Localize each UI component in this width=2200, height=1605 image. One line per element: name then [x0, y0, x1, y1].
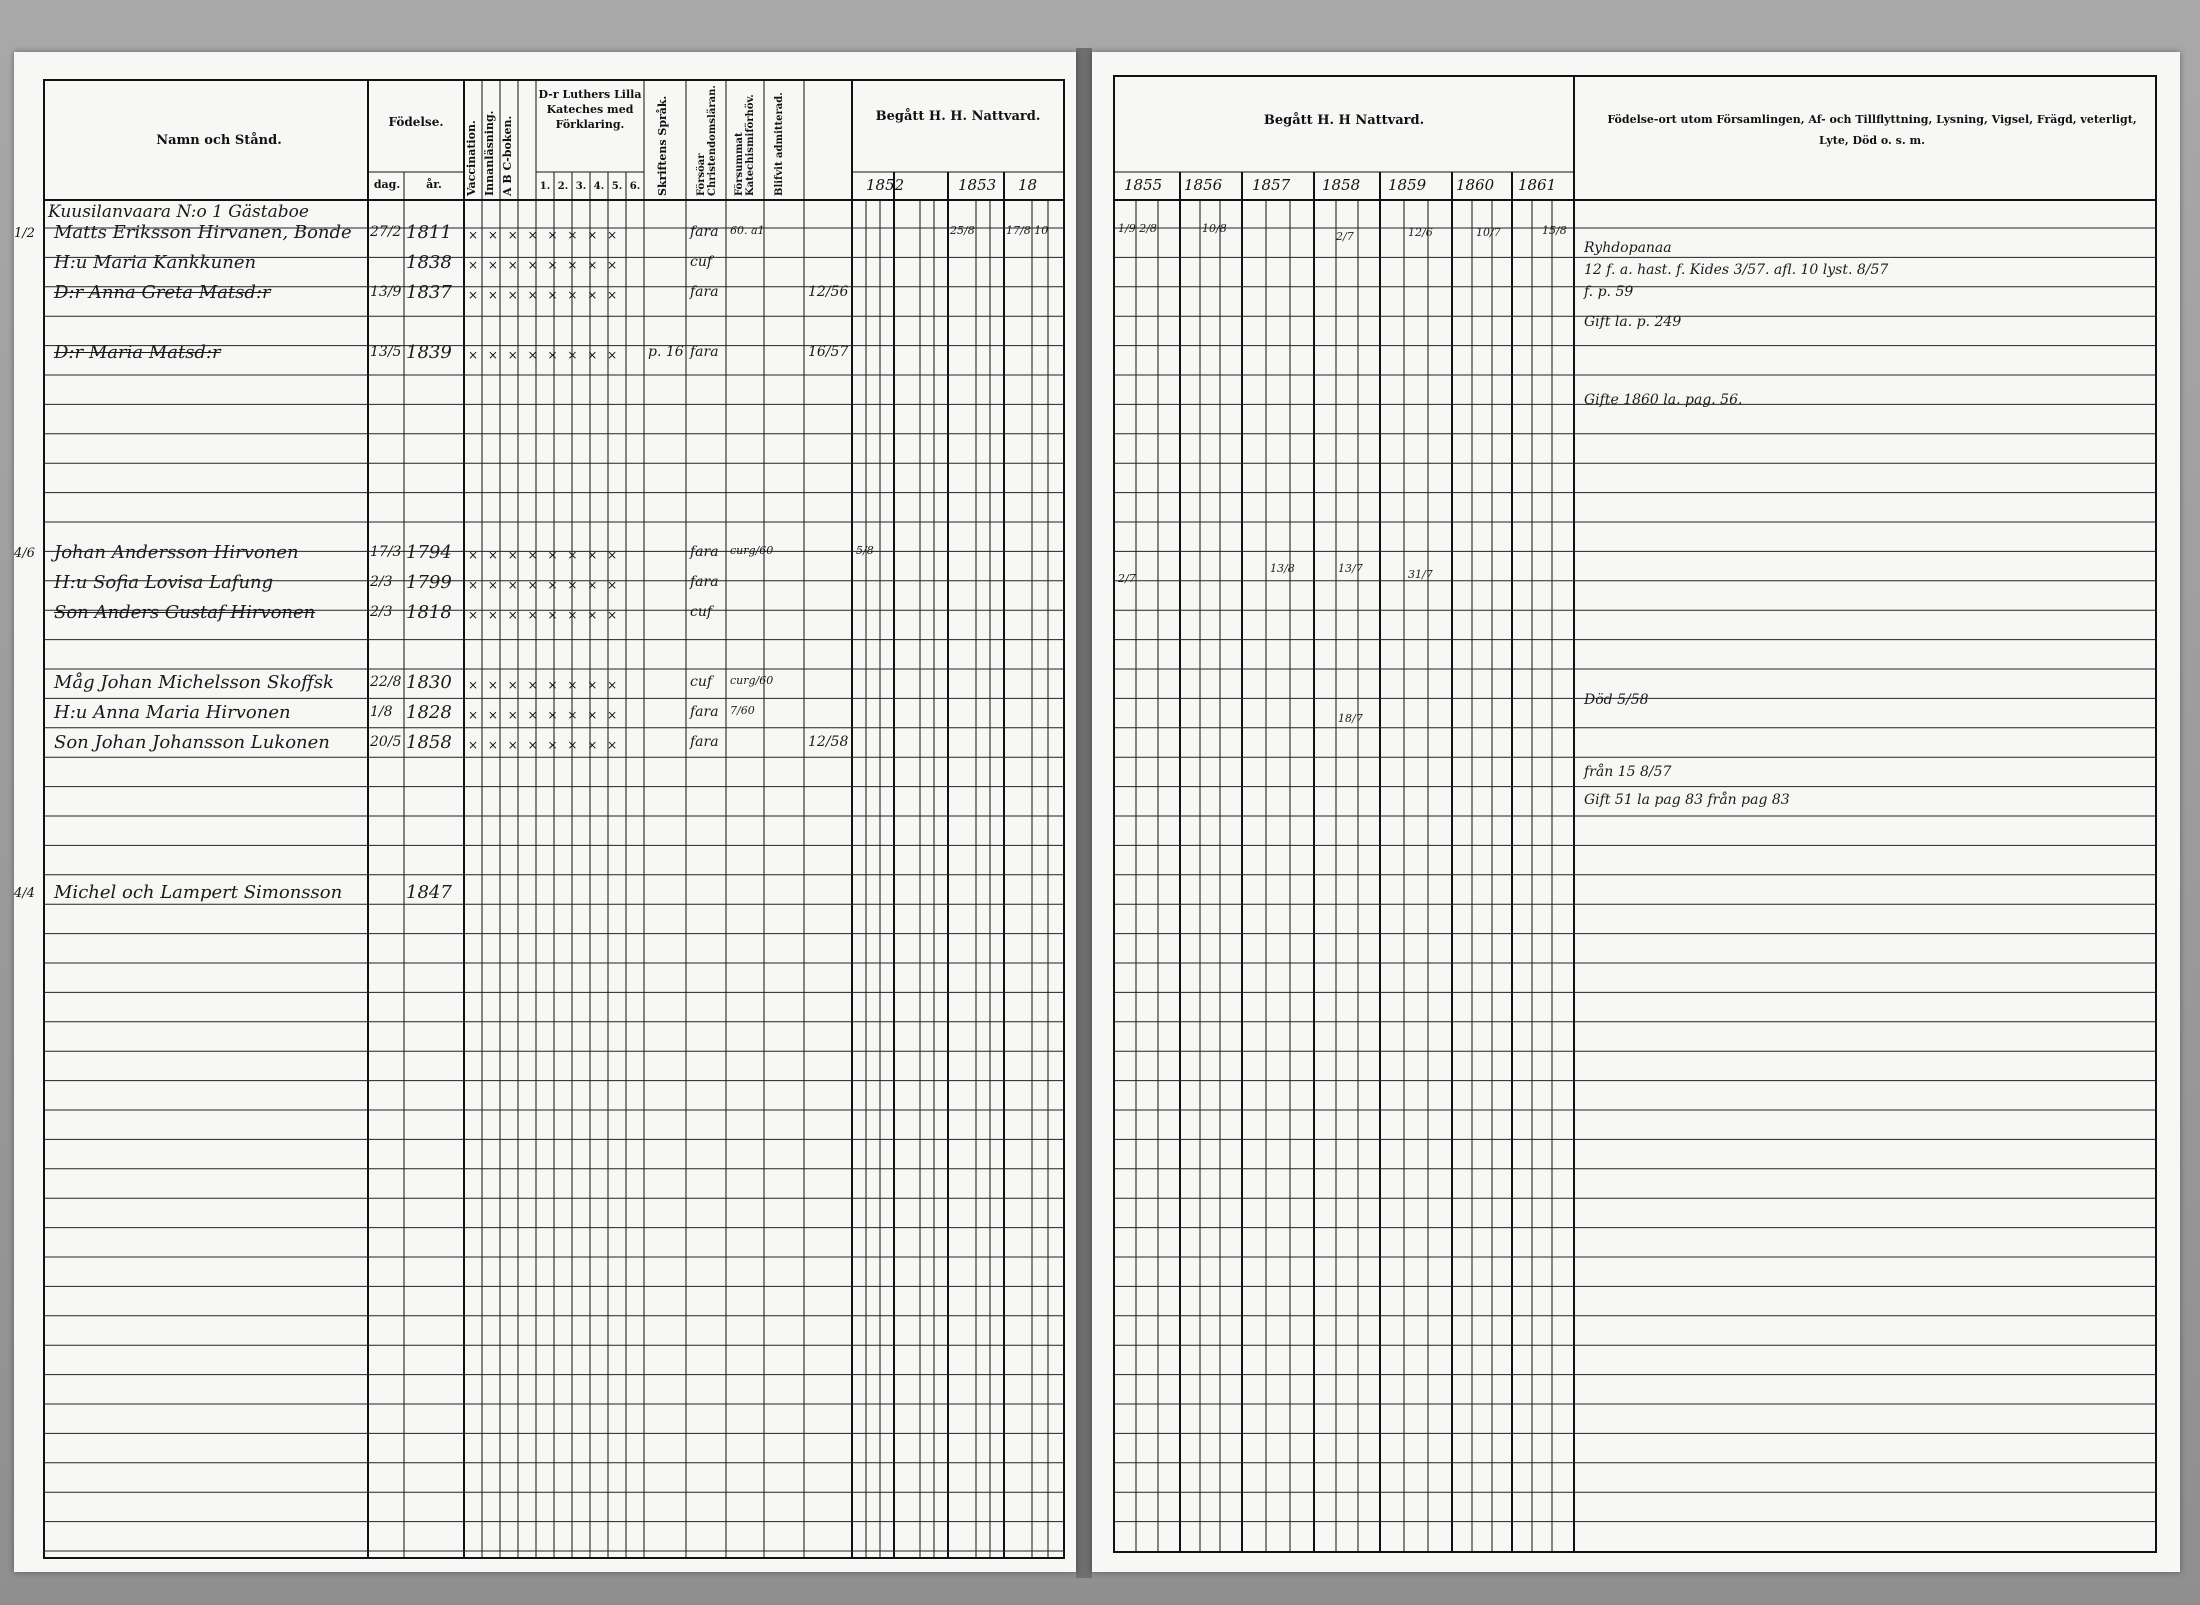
header-name-rank: Namn och Stånd.	[156, 133, 282, 148]
cat-col-6: 6.	[629, 181, 641, 192]
right-register-page	[1092, 52, 2180, 1572]
entry-catechism-marks: × × × × × × × ×	[468, 348, 621, 362]
entry-forsamnat: curg/60	[730, 544, 774, 557]
cat-col-3: 3.	[575, 181, 587, 192]
entry-name: Måg Johan Michelsson Skoffsk	[54, 672, 334, 693]
year-1856: 1856	[1184, 176, 1223, 194]
entry-birth-year: 1794	[406, 542, 452, 563]
entry-catechism-marks: × × × × × × × ×	[468, 578, 621, 592]
entry-birth-day: 13/9	[370, 284, 402, 300]
communion-date: 18/7	[1338, 712, 1363, 725]
entry-birth-day: 17/3	[370, 544, 402, 560]
communion-date: 15/8	[1542, 224, 1567, 237]
entry-name: D:r Maria Matsd:r	[54, 342, 221, 363]
entry-margin-mark: 4/6	[14, 546, 35, 561]
year-1855: 1855	[1124, 176, 1163, 194]
entry-forsta: fara	[690, 574, 719, 590]
entry-margin-mark: 1/2	[14, 226, 35, 241]
entry-birth-year: 1811	[406, 222, 452, 243]
note-entry: f. p. 59	[1584, 284, 1634, 300]
entry-forsta: fara	[690, 734, 719, 750]
entry-skriftens-sprak: p. 16	[648, 344, 684, 360]
entry-birth-year: 1838	[406, 252, 452, 273]
communion-date: 2/7	[1336, 230, 1354, 243]
entry-birth-day: 22/8	[370, 674, 402, 690]
entry-forsta: fara	[690, 344, 719, 360]
entry-forsamnat: 7/60	[730, 704, 755, 717]
header-vaccination: Vaccination.	[465, 120, 478, 196]
entry-forsamnat: curg/60	[730, 674, 774, 687]
entry-birth-day: 20/5	[370, 734, 402, 750]
header-catechism: D-r Luthers Lilla Kateches med Förklaring.	[538, 88, 642, 131]
year-1860: 1860	[1456, 176, 1495, 194]
entry-name: Johan Andersson Hirvonen	[54, 542, 299, 563]
book-spine	[1076, 48, 1092, 1578]
entry-margin-mark: 4/4	[14, 886, 35, 901]
right-ruling-grid	[1092, 52, 2180, 1572]
entry-name: H:u Sofia Lovisa Lafung	[54, 572, 274, 593]
communion-date: 13/8	[1270, 562, 1295, 575]
entry-forsta: cuf	[690, 254, 713, 270]
entry-catechism-marks: × × × × × × × ×	[468, 708, 621, 722]
entry-birth-day: 2/3	[370, 574, 393, 590]
note-entry: Död 5/58	[1584, 692, 1649, 708]
year-18: 18	[1018, 176, 1038, 194]
entry-catechism-marks: × × × × × × × ×	[468, 678, 621, 692]
cat-col-4: 4.	[593, 181, 605, 192]
header-notes: Födelse-ort utom Församlingen, Af- och Tillflyttning, Lysning, Vigsel, Frägd, veterligt, Lyte, Död o. s. m.	[1607, 113, 2137, 147]
year-1861: 1861	[1518, 176, 1557, 194]
header-day: dag.	[373, 178, 401, 191]
entry-forsta: fara	[690, 704, 719, 720]
header-innanlasning: Innanläsning.	[483, 110, 496, 196]
note-entry: Ryhdopanaa	[1584, 240, 1672, 256]
entry-forsamnat: 60. a1	[730, 224, 765, 237]
communion-date: 13/7	[1338, 562, 1363, 575]
note-entry: från 15 8/57	[1584, 764, 1672, 780]
year-1852: 1852	[866, 176, 905, 194]
entry-catechism-marks: × × × × × × × ×	[468, 228, 621, 242]
entry-forsta: fara	[690, 284, 719, 300]
entry-catechism-marks: × × × × × × × ×	[468, 548, 621, 562]
entry-catechism-marks: × × × × × × × ×	[468, 258, 621, 272]
cat-col-1: 1.	[539, 181, 551, 192]
header-abc: A B C-boken.	[501, 115, 514, 196]
note-entry: Gifte 1860 la. pag. 56.	[1584, 392, 1743, 408]
entry-forsta: fara	[690, 224, 719, 240]
entry-name: Michel och Lampert Simonsson	[54, 882, 343, 903]
entry-birth-year: 1830	[406, 672, 452, 693]
header-forsamnat: Försummat Katechismiförhöv.	[734, 94, 756, 196]
entry-name: Son Johan Johansson Lukonen	[54, 732, 330, 753]
communion-date: 10/7	[1476, 226, 1501, 239]
note-entry: 12 f. a. hast. f. Kides 3/57. afl. 10 lyst. 8/57	[1584, 262, 1889, 278]
left-ruling-grid	[14, 52, 1076, 1572]
entry-begatt-1852: 5/8	[856, 544, 874, 557]
entry-blifvit: 12/58	[808, 734, 849, 750]
year-1858: 1858	[1322, 176, 1361, 194]
entry-begatt-1853: 25/8	[950, 224, 975, 237]
entry-name: Son Anders Gustaf Hirvonen	[54, 602, 316, 623]
year-1857: 1857	[1252, 176, 1291, 194]
header-begatt-left: Begått H. H. Nattvard.	[875, 109, 1041, 124]
communion-date: 2/7	[1118, 572, 1136, 585]
cat-col-5: 5.	[611, 181, 623, 192]
entry-catechism-marks: × × × × × × × ×	[468, 288, 621, 302]
note-entry: Gift la. p. 249	[1584, 314, 1682, 330]
entry-forsta: cuf	[690, 604, 713, 620]
communion-date: 12/6	[1408, 226, 1433, 239]
communion-date: 1/9 2/8	[1118, 222, 1157, 235]
year-1853: 1853	[958, 176, 997, 194]
entry-blifvit: 16/57	[808, 344, 849, 360]
entry-birth-year: 1799	[406, 572, 452, 593]
entry-catechism-marks: × × × × × × × ×	[468, 738, 621, 752]
entry-forsta: cuf	[690, 674, 713, 690]
communion-date: 31/7	[1408, 568, 1433, 581]
header-forsta-christendom: Försöar Christendomsläran.	[696, 85, 718, 196]
entry-birth-year: 1847	[406, 882, 452, 903]
catechism-subcolumns	[536, 180, 644, 194]
communion-date: 10/8	[1202, 222, 1227, 235]
note-entry: Gift 51 la pag 83 från pag 83	[1584, 792, 1790, 808]
entry-begatt-18: 17/8 10	[1006, 224, 1049, 237]
entry-catechism-marks: × × × × × × × ×	[468, 608, 621, 622]
entry-birth-day: 2/3	[370, 604, 393, 620]
entry-birth-year: 1837	[406, 282, 452, 303]
header-skriftens-sprak: Skriftens Språk.	[656, 95, 669, 196]
entry-birth-year: 1828	[406, 702, 452, 723]
entry-blifvit: 12/56	[808, 284, 849, 300]
entry-birth-year: 1839	[406, 342, 452, 363]
header-birth: Födelse.	[388, 115, 444, 129]
entry-birth-day: 13/5	[370, 344, 402, 360]
section-title: Kuusilanvaara N:o 1 Gästaboe	[48, 202, 309, 222]
header-blifvit: Blifvit admitterad.	[774, 92, 785, 196]
entry-birth-year: 1818	[406, 602, 452, 623]
cat-col-2: 2.	[557, 181, 569, 192]
left-register-page	[14, 52, 1076, 1572]
header-begatt-right: Begått H. H Nattvard.	[1263, 113, 1425, 128]
header-year: år.	[426, 178, 442, 191]
year-1859: 1859	[1388, 176, 1427, 194]
entry-birth-day: 1/8	[370, 704, 393, 720]
entry-birth-year: 1858	[406, 732, 452, 753]
entry-name: Matts Eriksson Hirvanen, Bonde	[54, 222, 352, 243]
entry-birth-day: 27/2	[370, 224, 402, 240]
entry-name: D:r Anna Greta Matsd:r	[54, 282, 271, 303]
entry-name: H:u Anna Maria Hirvonen	[54, 702, 291, 723]
entry-name: H:u Maria Kankkunen	[54, 252, 257, 273]
entry-forsta: fara	[690, 544, 719, 560]
